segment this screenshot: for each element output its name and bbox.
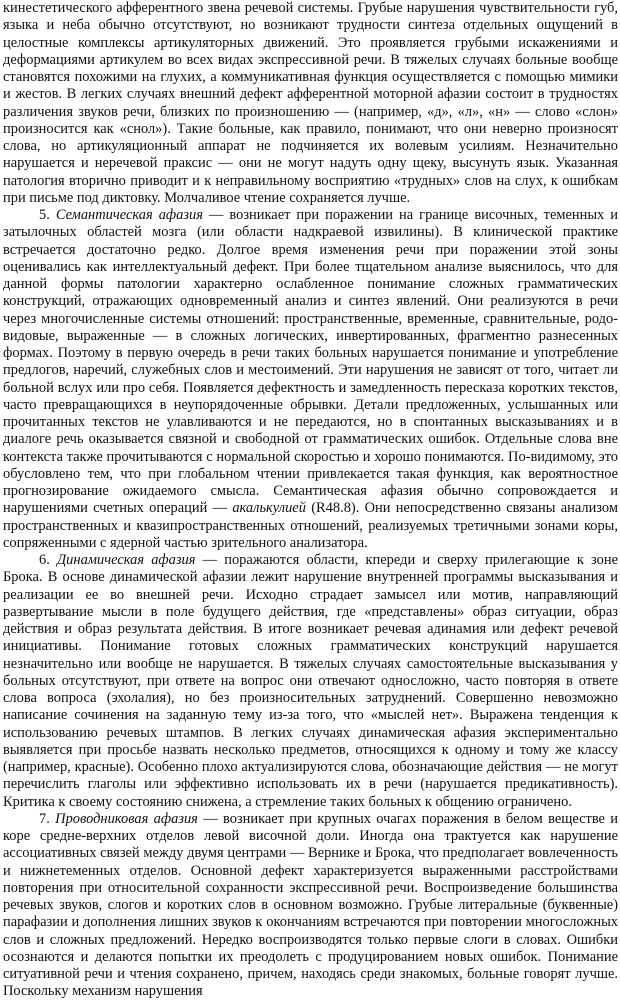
section-term: Семантическая афазия	[55, 207, 203, 223]
section-dynamic-aphasia	[3, 552, 618, 811]
section-term-acalculia: акалькулией	[232, 500, 306, 517]
section-semantic-aphasia	[3, 207, 618, 552]
section-number: 5.	[39, 207, 50, 223]
section-conduction-aphasia	[3, 811, 618, 1001]
section-number: 6.	[39, 552, 50, 568]
section-body: — возникает при поражении на границе височных, теменных и затылочных областей мозга (или области надкраевой извилины). В клинической практике встречается достаточно редко. Долгое время изменения речи при поражении этой зоны оценивались как интеллектуальный дефект. При более тщательном анализе выяснилось, что для данной формы патологии характерно ослабленное понимание сложных грамматических конструкций, отражающих одновременный анализ и синтез явлений. Они реализуются в речи через многочисленные системы отношений: пространственные, временные, сравнительные, родо-видовые, выраженные — в сложных логических, инвертированных, фрагментно разнесенных формах. Поэтому в первую очередь в речи таких больных нарушается понимание и употребление предлогов, наречий, служебных слов и местоимений. Эти нарушения не зависят от того, читает ли больной вслух или про себя. Появляется дефектность и замедленность пересказа коротких текстов, часто превращающихся в неупорядоченные обрывки. Детали предложенных, услышанных или прочитанных текстов не улавливаются и не передаются, но в спонтанных высказываниях и в диалоге речь оказывается связной и свободной от грамматических ошибок. Отдельные слова вне контекста также прочитываются с нормальной скоростью и хорошо понимаются. По-видимому, это обусловлено тем, что при глобальном чтении привлекается такая функция, как вероятностное прогнозирование ожидаемого смысла. Семантическая афазия обычно сопровождается и нарушениями счетных операций —	[3, 207, 618, 517]
section-term: Проводниковая афазия	[55, 810, 198, 827]
section-body-continued: (R48.8). Они непосредственно связаны анализом пространственных и квазипространственных отношений, реализуемых третичными зонами коры, сопряженными с ядерной частью зрительного анализатора.	[3, 500, 618, 551]
section-body: — поражаются области, кпереди и сверху прилегающие к зоне Брока. В основе динамической афазии лежит нарушение внутренней программы высказывания и реализации ее во внешней речи. Исходно страдает замысел или мотив, направляющий развертывание мысли в поле будущего действия, где «представлены» образ ситуации, образ действия и образ результата действия. В итоге возникает речевая адинамия или дефект речевой инициативы. Понимание готовых сложных грамматических конструкций нарушается незначительно или вообще не нарушается. В тяжелых случаях самостоятельные высказывания у больных отсутствуют, при ответе на вопрос они отвечают односложно, часто повторяя в ответе слова вопроса (эхолалия), но без произносительных затруднений. Совершенно невозможно написание сочинения на заданную тему из-за того, что «мыслей нет». Выражена тенденция к использованию речевых штампов. В легких случаях динамическая афазия экспериментально выявляется при просьбе назвать несколько предметов, относящихся к одному и тому же классу (например, красные). Особенно плохо актуализируются слова, обозначающие действия — не могут перечислить глаголы или эффективно использовать их в речи (нарушается предикативность). Критика к своему состоянию снижена, а стремление таких больных к общению ограничено.	[3, 552, 618, 810]
section-term: Динамическая афазия	[57, 552, 196, 568]
section-body: — возникает при крупных очагах поражения в белом веществе и коре средне-верхних отделов левой височной доли. Иногда она трактуется как нарушение ассоциативных связей между двумя центрами — Вернике и Брока, что предполагает вовлеченность и нижнетеменных отделов. Основной дефект характеризуется выраженными расстройствами повторения при относительной сохранности экспрессивной речи. Воспроизведение большинства речевых звуков, слогов и коротких слов в основном возможно. Грубые литеральные (буквенные) парафазии и дополнения лишних звуков к окончаниям встречаются при повторении многосложных слов и сложных предложений. Нередко воспроизводятся только первые слоги в словах. Ошибки осознаются и делаются попытки их преодолеть с продуцированием новых ошибок. Понимание ситуативной речи и чтения сохранено, причем, находясь среди знакомых, больные говорят лучше. Поскольку механизм нарушения	[3, 810, 619, 1000]
continuation-paragraph: кинестетического афферентного звена речевой системы. Грубые нарушения чувствительности губ, языка и неба обычно отсутствуют, но возникают трудности синтеза отдельных ощущений в целостные комплексы артикуляторных движений. Это проявляется грубыми искажениями и деформациями артикулем во всех видах экспрессивной речи. В тяжелых случаях больные вообще становятся похожими на глухих, а коммуникативная функция осуществляется с помощью мимики и жестов. В легких случаях внешний дефект афферентной моторной афазии состоит в трудностях различения звуков речи, близких по произношению — (например, «д», «л», «н» — слово «слон» произносится как «снол»). Такие больные, как правило, понимают, что они неверно произносят слова, но артикуляционный аппарат не подчиняется их волевым усилиям. Незначительно нарушается и неречевой праксис — они не могут надуть одну щеку, высунуть язык. Указанная патология вторично приводит и к неправильному восприятию «трудных» слов на слух, к ошибкам при письме под диктовку. Молчаливое чтение сохраняется лучше.	[3, 0, 618, 206]
section-number: 7.	[39, 810, 50, 827]
